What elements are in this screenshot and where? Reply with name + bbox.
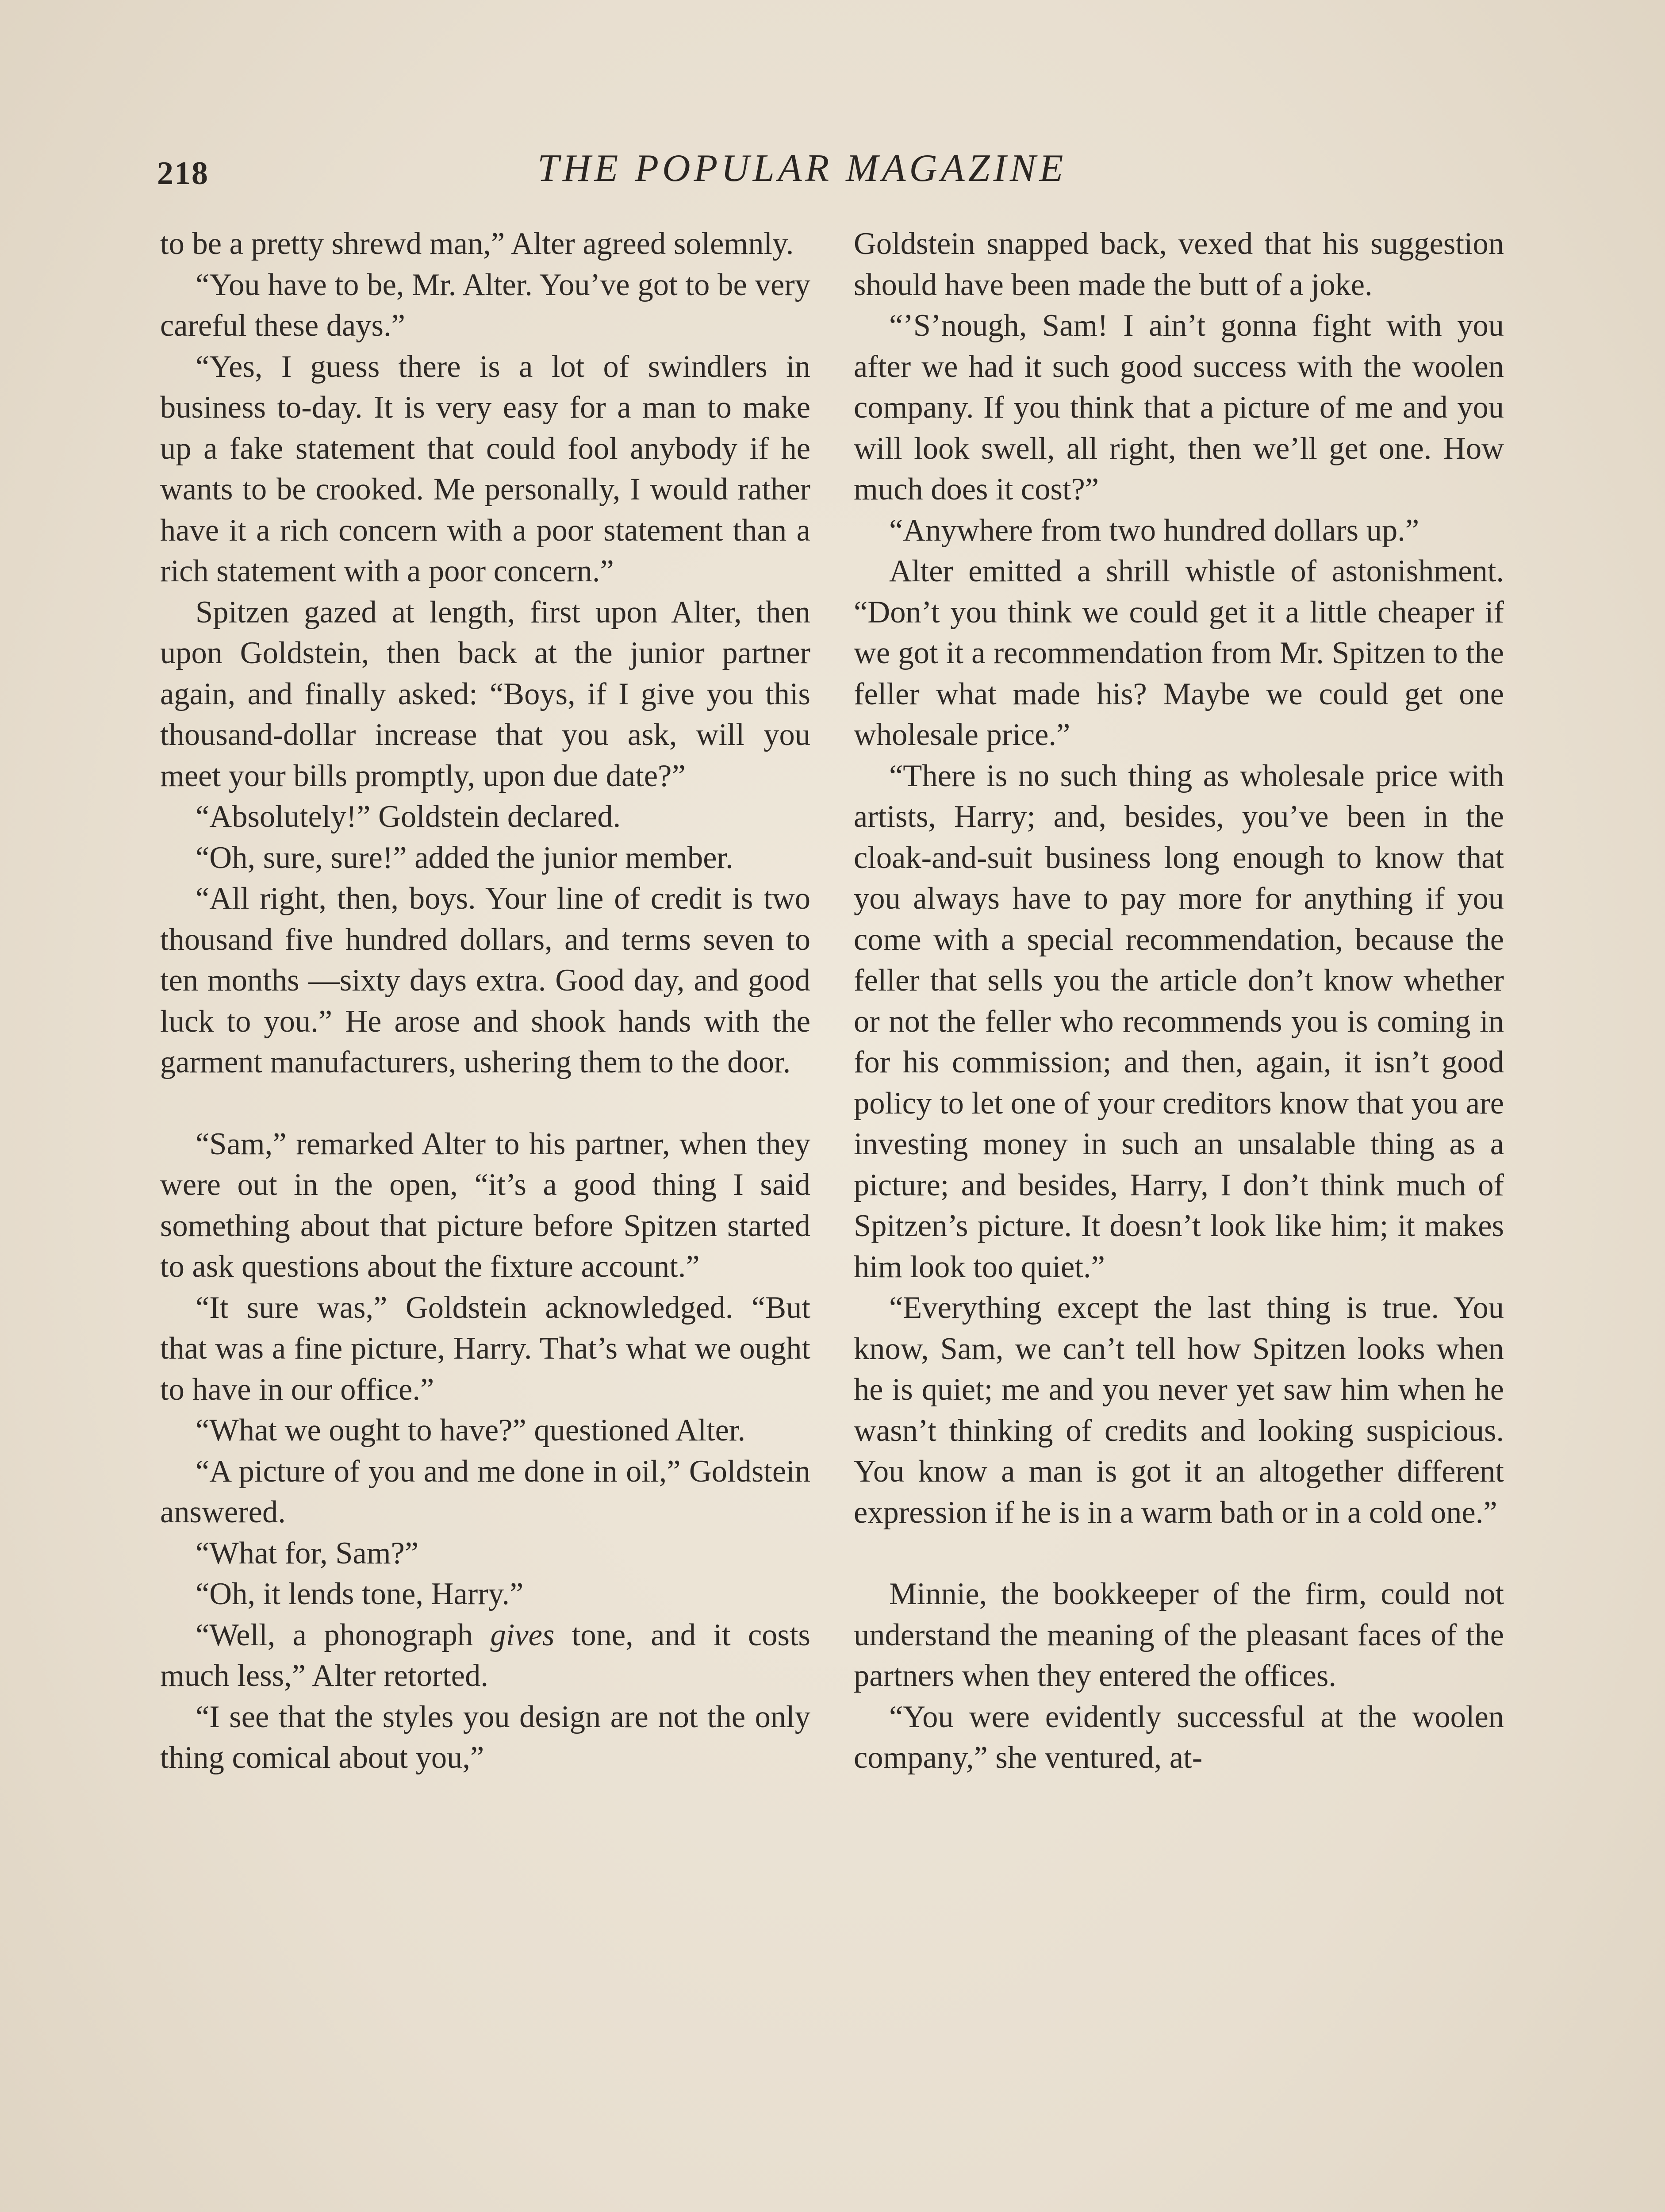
paragraph: “What we ought to have?” questioned Alter. [196, 1413, 746, 1448]
paragraph: “Oh, sure, sure!” added the junior member. [196, 840, 733, 875]
running-title: THE POPULAR MAGAZINE [537, 147, 1067, 190]
paragraph: “You were evidently successful at the woolen company,” she ventured, at- [854, 1699, 1504, 1775]
paragraph: “Anywhere from two hundred dollars up.” [889, 513, 1419, 548]
paragraph: “You have to be, Mr. Alter. You’ve got to be very careful these days.” [160, 267, 810, 343]
paragraph: “There is no such thing as wholesale price with artists, Harry; and, besides, you’ve been in the cloak-and-suit business long enough to know that you always have to pay more for anything if you come with a special recommendation, because the feller that sells you the article don’t know whether or not the feller who recommends you is coming in for his commission; and then, again, it isn’t good policy to let one of your creditors know that you are investing money in such an unsalable thing as a picture; and besides, Harry, I don’t think much of Spitzen’s picture. It doesn’t look like him; it makes him look too quiet.” [854, 758, 1504, 1284]
paragraph: “Everything except the last thing is true. You know, Sam, we can’t tell how Spitzen looks when he is quiet; me and you never yet saw him when he wasn’t thinking of credits and looking suspicious. You know a man is got it an altogether different expression if he is in a warm bath or in a cold one.” [854, 1290, 1504, 1530]
page-number: 218 [157, 155, 209, 192]
text-run: “Well, a phonograph [196, 1617, 491, 1652]
paragraph: “A picture of you and me done in oil,” Goldstein answered. [160, 1454, 810, 1529]
paragraph: “It sure was,” Goldstein acknowledged. “But that was a fine picture, Harry. That’s what we ought to have in our office.” [160, 1290, 810, 1407]
right-text-column [854, 223, 1504, 1778]
paragraph: Alter emitted a shrill whistle of astonishment. “Don’t you think we could get it a little cheaper if we got it a recommendation from Mr. Spitzen to the feller what made his? Maybe we could get one wholesale price.” [854, 554, 1504, 752]
paragraph: to be a pretty shrewd man,” Alter agreed solemnly. [160, 227, 794, 261]
italic-word: gives [490, 1617, 555, 1652]
paragraph: “Absolutely!” Goldstein declared. [196, 799, 621, 834]
paragraph: “’S’nough, Sam! I ain’t gonna fight with you after we had it such good success with the woolen company. If you think that a picture of me and you will look swell, all right, then we’ll get one. How much does it cost?” [854, 308, 1504, 507]
paragraph: “Yes, I guess there is a lot of swindlers in business to-day. It is very easy for a man to make up a fake statement that could fool anybody if he wants to be crooked. Me personally, I would rather have it a rich concern with a poor statement than a rich statement with a poor concern.” [160, 349, 810, 588]
text-run: tone, and it costs much less,” Alter retorted. [160, 1617, 810, 1693]
paragraph: Goldstein snapped back, vexed that his suggestion should have been made the butt of a joke. [854, 227, 1504, 302]
paragraph: “I see that the styles you design are not the only thing comical about you,” [160, 1699, 810, 1775]
paragraph: “All right, then, boys. Your line of credit is two thousand five hundred dollars, and terms seven to ten months —sixty days extra. Good day, and good luck to you.” He arose and shook hands with the garment manufacturers, ushering them to the door. [160, 881, 810, 1079]
paragraph: Spitzen gazed at length, first upon Alter, then upon Goldstein, then back at the junior partner again, and finally asked: “Boys, if I give you this thousand-dollar increase that you ask, will you meet your bills promptly, upon due date?” [160, 595, 810, 793]
left-text-column [160, 223, 810, 1778]
paragraph [160, 1615, 810, 1697]
paragraph: “Sam,” remarked Alter to his partner, when they were out in the open, “it’s a good thing I said something about that picture before Spitzen started to ask questions about the fixture account.” [160, 1126, 810, 1284]
page-header [157, 146, 1511, 204]
paragraph: “What for, Sam?” [196, 1536, 419, 1571]
paragraph: Minnie, the bookkeeper of the firm, could not understand the meaning of the pleasant faces of the partners when they entered the offices. [854, 1577, 1504, 1693]
paragraph: “Oh, it lends tone, Harry.” [196, 1577, 524, 1611]
